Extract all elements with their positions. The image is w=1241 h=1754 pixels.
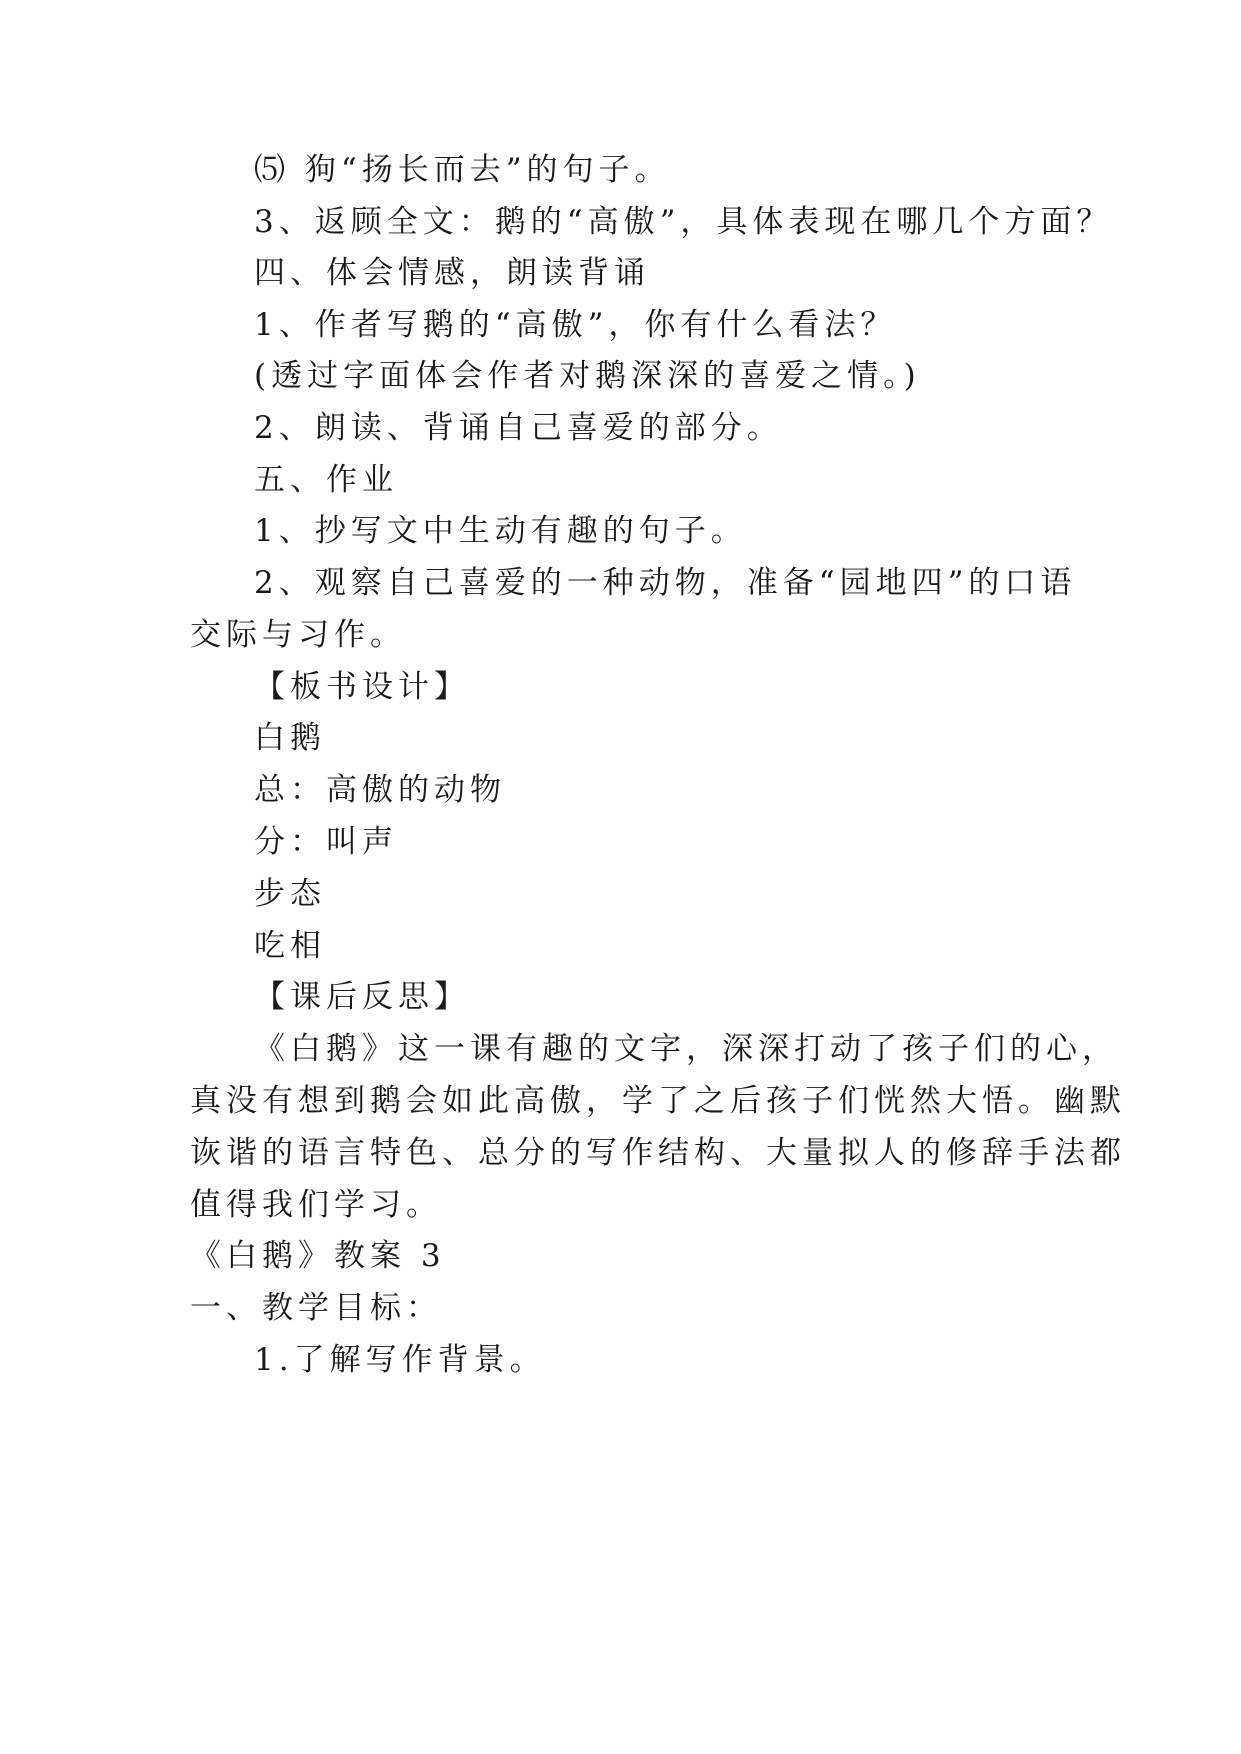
board-part: 分：叫声: [254, 824, 398, 860]
section-heading-5: 五、作业: [254, 462, 398, 498]
text-line-question-2: 2、朗读、背诵自己喜爱的部分。: [254, 410, 783, 446]
board-gait: 步态: [254, 876, 326, 912]
board-total: 总：高傲的动物: [254, 772, 506, 808]
text-line-homework-2: 2、观察自己喜爱的一种动物，准备“园地四”的口语: [254, 565, 1077, 601]
text-line-note: (透过字面体会作者对鹅深深的喜爱之情。): [254, 358, 921, 394]
section-heading-goals: 一、教学目标：: [190, 1290, 442, 1326]
section-heading-reflection: 【课后反思】: [254, 979, 470, 1015]
reflection-line-3: 诙谐的语言特色、总分的写作结构、大量拟人的修辞手法都: [190, 1135, 1126, 1171]
section-heading-4: 四、体会情感，朗读背诵: [254, 255, 650, 291]
goal-line-1: 1.了解写作背景。: [254, 1342, 546, 1378]
reflection-line-4: 值得我们学习。: [190, 1187, 442, 1223]
lesson-plan-title: 《白鹅》教案 3: [190, 1238, 446, 1274]
board-title: 白鹅: [254, 720, 326, 756]
text-line-step-5: ⑸ 狗“扬长而去”的句子。: [254, 152, 671, 188]
text-line-homework-1: 1、抄写文中生动有趣的句子。: [254, 513, 747, 549]
text-line-homework-2-cont: 交际与习作。: [190, 617, 406, 653]
reflection-line-2: 真没有想到鹅会如此高傲，学了之后孩子们恍然大悟。幽默: [190, 1083, 1126, 1119]
text-line-question-1: 1、作者写鹅的“高傲”，你有什么看法？: [254, 307, 897, 343]
board-eating: 吃相: [254, 928, 326, 964]
section-heading-board: 【板书设计】: [254, 669, 470, 705]
reflection-line-1: 《白鹅》这一课有趣的文字，深深打动了孩子们的心，: [254, 1031, 1118, 1067]
text-line-review: 3、返顾全文：鹅的“高傲”，具体表现在哪几个方面？: [254, 204, 1113, 240]
